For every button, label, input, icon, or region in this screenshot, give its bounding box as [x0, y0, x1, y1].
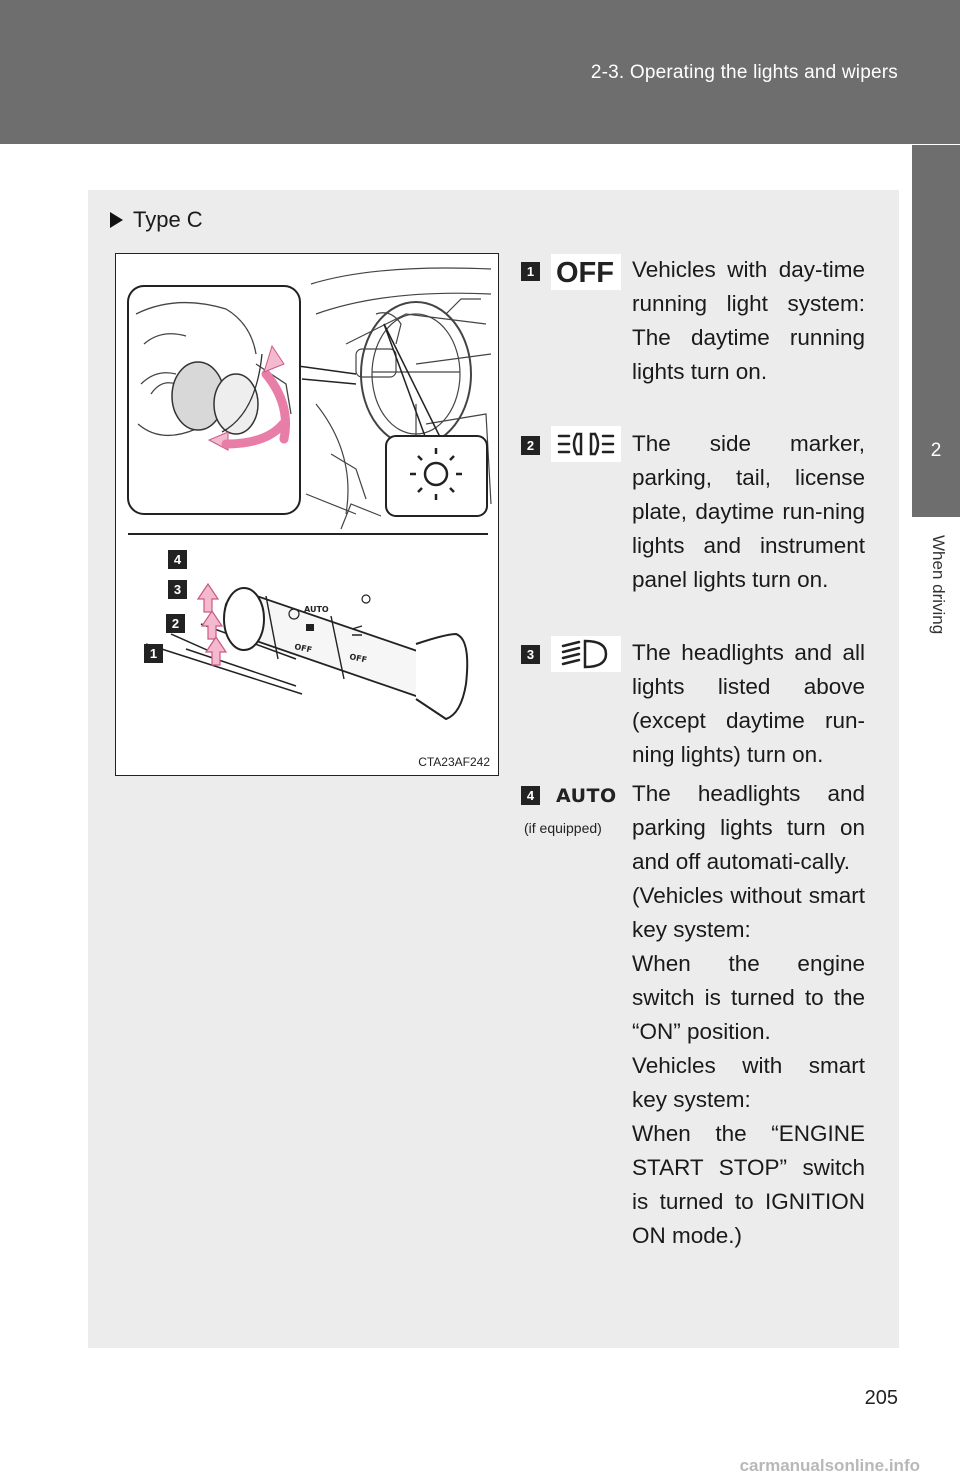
parking-lights-icon-box: [551, 426, 621, 462]
item-4-line: Vehicles with smart key system:: [632, 1053, 865, 1112]
chapter-label: When driving: [929, 535, 948, 635]
page-number: 205: [864, 1387, 898, 1409]
page-header: [0, 0, 960, 144]
item-number-3: 3: [521, 645, 540, 664]
triangle-bullet-icon: [110, 212, 123, 228]
item-number-4: 4: [521, 786, 540, 805]
callout-2: 2: [171, 616, 180, 631]
callout-1: 1: [149, 646, 158, 661]
auto-text-icon: AUTO: [556, 785, 617, 807]
section-title: 2-3. Operating the lights and wipers: [590, 62, 898, 83]
item-4-line: When the engine switch is turned to the “ON” position.: [632, 951, 865, 1044]
off-icon-box: [551, 254, 621, 290]
off-text-icon: OFF: [556, 257, 614, 289]
illustration-drawing: [116, 254, 497, 774]
svg-text:AUTO: AUTO: [304, 605, 329, 614]
callout-3: 3: [173, 582, 182, 597]
item-4-description: [632, 777, 865, 1253]
headlight-icon-box: [551, 636, 621, 672]
callout-markers: [144, 550, 187, 663]
headlight-switch-illustration: [115, 253, 499, 776]
item-4-line: When the “ENGINE START STOP” switch is turned to IGNITION ON mode.): [632, 1121, 865, 1248]
item-4-line: The headlights and parking lights turn on and off automati-cally.: [632, 781, 865, 874]
item-1-description: Vehicles with day-time running light system: The daytime running lights turn on.: [632, 257, 865, 384]
type-heading: Type C: [110, 207, 203, 233]
item-2-description: The side marker, parking, tail, license plate, daytime run-ning lights and instrument panel lights turn on.: [632, 431, 865, 592]
svg-text:OFF: OFF: [293, 642, 313, 655]
item-number-1: 1: [521, 262, 540, 281]
callout-4: 4: [173, 552, 182, 567]
item-4-line: (Vehicles without smart key system:: [632, 883, 865, 942]
auto-icon-box: [551, 777, 621, 813]
parking-lights-icon: [551, 426, 621, 462]
figure-code: CTA23AF242: [418, 755, 490, 769]
watermark: carmanualsonline.info: [739, 1456, 920, 1475]
headlight-icon: [551, 636, 621, 672]
item-3-description: The headlights and all lights listed above (except daytime run-ning lights) turn on.: [632, 640, 865, 767]
chapter-number: 2: [930, 440, 942, 461]
if-equipped-note: (if equipped): [524, 820, 602, 836]
item-number-2: 2: [521, 436, 540, 455]
svg-text:OFF: OFF: [348, 652, 368, 665]
